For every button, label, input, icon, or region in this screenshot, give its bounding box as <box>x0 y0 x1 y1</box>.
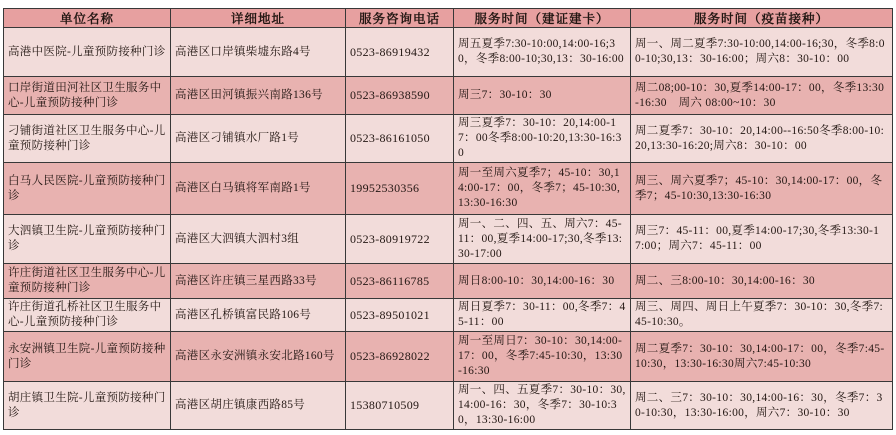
phone-cell: 0523-86161050 <box>346 115 454 163</box>
phone-cell: 0523-86116785 <box>346 264 454 299</box>
phone-cell: 19952530356 <box>346 163 454 215</box>
service-time-vaccine-cell: 周三、周六夏季7；45-10：30,14:00-17：00，冬季7；45-10:30,13:30-16:30 <box>631 163 893 215</box>
phone-cell: 0523-80919722 <box>346 215 454 264</box>
unit-name-cell: 白马人民医院-儿童预防接种门诊 <box>4 163 171 215</box>
phone-cell: 0523-86938590 <box>346 77 454 115</box>
address-cell: 高港区大泗镇大泗村3组 <box>171 215 346 264</box>
service-time-card-cell: 周日8:00-10：30,14:00-16：30 <box>454 264 631 299</box>
service-time-card-cell: 周三夏季7：30-10：20,14:00-17：00冬季8:00-10:20,13:30-16:30 <box>454 115 631 163</box>
unit-name-cell: 永安洲镇卫生院-儿童预防接种门诊 <box>4 332 171 382</box>
service-time-card-cell: 周三7：30-10：30 <box>454 77 631 115</box>
address-cell: 高港区永安洲镇永安北路160号 <box>171 332 346 382</box>
unit-name-cell: 许庄街道社区卫生服务中心-儿童预防接种门诊 <box>4 264 171 299</box>
phone-cell: 0523-86928022 <box>346 332 454 382</box>
address-cell: 高港区胡庄镇康西路85号 <box>171 382 346 430</box>
service-time-vaccine-cell: 周二夏季7：30-10：20,14:00--16:50冬季8:00-10:20,13:30-16:20;周六8：30-10：00 <box>631 115 893 163</box>
service-time-card-cell: 周五夏季7:30-10:00,14:00-16;30，冬季8:00-10;30,13：30-16:00 <box>454 28 631 77</box>
table-row <box>4 332 893 382</box>
service-time-vaccine-cell: 周二、三7：30-10：30,14:00-16：30，冬季7：30-10:30，13:30-16:00，周六7：30-10：30 <box>631 382 893 430</box>
address-cell: 高港区孔桥镇富民路106号 <box>171 299 346 332</box>
unit-name-cell: 刁铺街道社区卫生服务中心-儿童预防接种门诊 <box>4 115 171 163</box>
column-header-service-time-card: 服务时间（建证建卡） <box>454 9 631 28</box>
column-header-service-time-vaccine: 服务时间（疫苗接种） <box>631 9 893 28</box>
table-row <box>4 299 893 332</box>
unit-name-cell: 大泗镇卫生院-儿童预防接种门诊 <box>4 215 171 264</box>
table-row <box>4 382 893 430</box>
service-time-card-cell: 周一至周日7：30-10：30,14:00-17：00，冬季7:45-10:30，13:30-16:30 <box>454 332 631 382</box>
vaccination-clinic-table <box>3 8 893 430</box>
address-cell: 高港区口岸镇柴墟东路4号 <box>171 28 346 77</box>
address-cell: 高港区许庄镇三星西路33号 <box>171 264 346 299</box>
phone-cell: 15380710509 <box>346 382 454 430</box>
table-row <box>4 264 893 299</box>
service-time-vaccine-cell: 周三、周四、周日上午夏季7：30-10：30,冬季7:45-10:30。 <box>631 299 893 332</box>
column-header-unit-name: 单位名称 <box>4 9 171 28</box>
table-row <box>4 28 893 77</box>
unit-name-cell: 口岸街道田河社区卫生服务中心-儿童预防接种门诊 <box>4 77 171 115</box>
service-time-vaccine-cell: 周三7：45-11：00,夏季14:00-17;30,冬季13:30-17:00；周六7：45-11：00 <box>631 215 893 264</box>
service-time-vaccine-cell: 周二08;00-10：30,夏季14:00-17：00，冬季13:30-16:30 周六 08:00~10：30 <box>631 77 893 115</box>
table-body <box>4 28 893 430</box>
service-time-card-cell: 周一至周六夏季7；45-10：30,14:00-17：00，冬季7；45-10:30,13:30-16:30 <box>454 163 631 215</box>
unit-name-cell: 许庄街道孔桥社区卫生服务中心-儿童预防接种门诊 <box>4 299 171 332</box>
service-time-vaccine-cell: 周二夏季7：30-10：30,14:00-17：00，冬季7:45-10:30，13:30-16:30周六7:45-10:30 <box>631 332 893 382</box>
table-header <box>4 9 893 28</box>
service-time-card-cell: 周一、二、四、五、周六7：45-11：00,夏季14:00-17;30,冬季13:30-17:00 <box>454 215 631 264</box>
service-time-card-cell: 周一、四、五夏季7：30-10：30,14:00-16：30，冬季7：30-10:30，13:30-16:00 <box>454 382 631 430</box>
column-header-phone: 服务咨询电话 <box>346 9 454 28</box>
table-row <box>4 115 893 163</box>
service-time-vaccine-cell: 周二、三8:00-10：30,14:00-16：30 <box>631 264 893 299</box>
header-row <box>4 9 893 28</box>
service-time-card-cell: 周日夏季7：30-11：00,冬季7：45-11：00 <box>454 299 631 332</box>
phone-cell: 0523-89501021 <box>346 299 454 332</box>
unit-name-cell: 高港中医院-儿童预防接种门诊 <box>4 28 171 77</box>
unit-name-cell: 胡庄镇卫生院-儿童预防接种门诊 <box>4 382 171 430</box>
column-header-address: 详细地址 <box>171 9 346 28</box>
table-row <box>4 215 893 264</box>
address-cell: 高港区刁铺镇水厂路1号 <box>171 115 346 163</box>
table-row <box>4 163 893 215</box>
service-time-vaccine-cell: 周一、周二夏季7:30-10:00,14:00-16;30，冬季8:00-10;30,13：30-16:00；周六8：30-10：00 <box>631 28 893 77</box>
phone-cell: 0523-86919432 <box>346 28 454 77</box>
address-cell: 高港区白马镇将军南路1号 <box>171 163 346 215</box>
table-row <box>4 77 893 115</box>
address-cell: 高港区田河镇振兴南路136号 <box>171 77 346 115</box>
